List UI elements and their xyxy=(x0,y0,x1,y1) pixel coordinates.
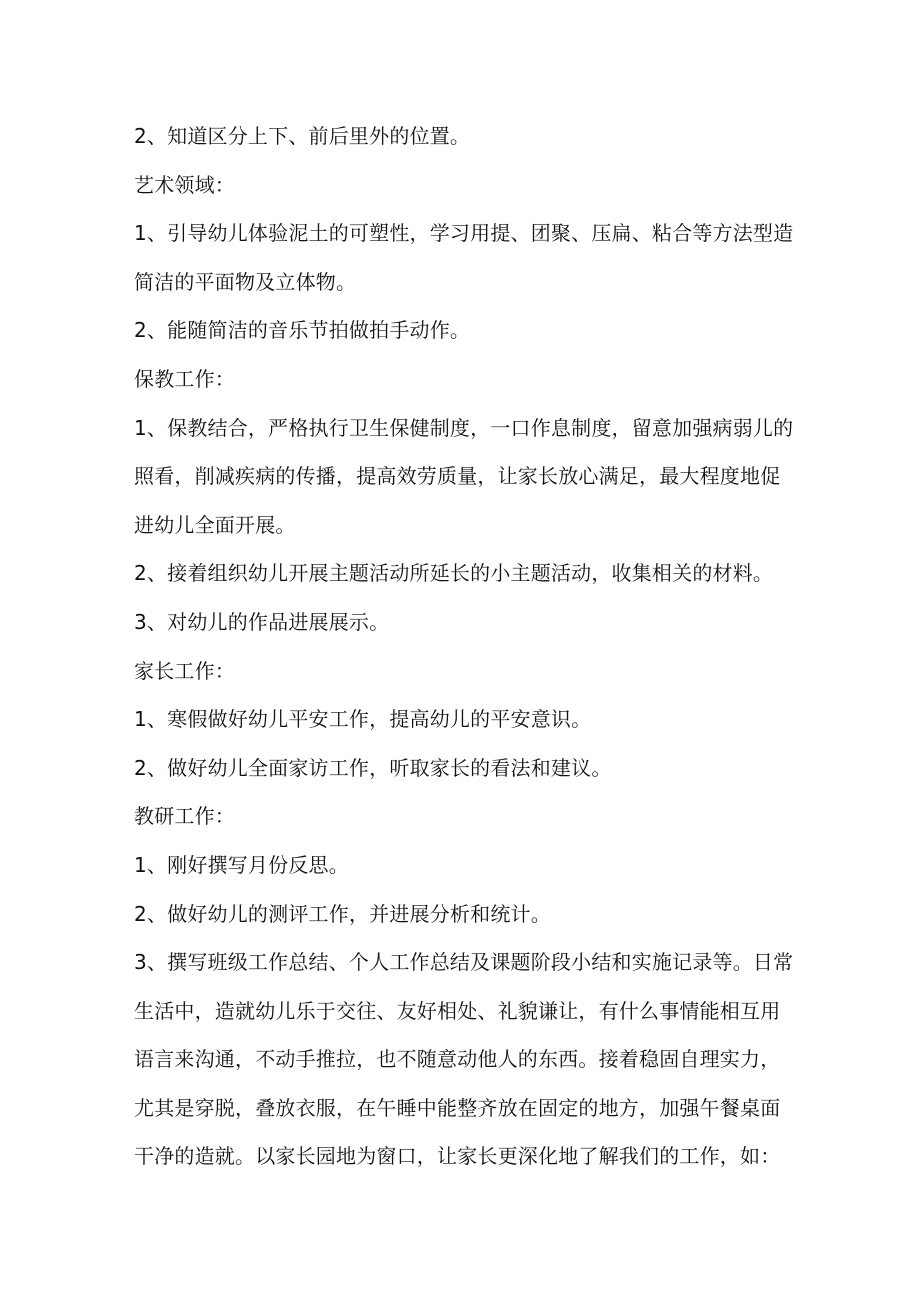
text-line: 2、做好幼儿的测评工作，并进展分析和统计。 xyxy=(134,901,551,926)
text-line: 2、接着组织幼儿开展主题活动所延长的小主题活动，收集相关的材料。 xyxy=(134,561,774,586)
text-line: 尤其是穿脱，叠放衣服，在午睡中能整齐放在固定的地方，加强午餐桌面 xyxy=(134,1095,781,1120)
text-line: 2、能随简洁的音乐节拍做拍手动作。 xyxy=(134,318,471,343)
section-heading-research: 教研工作： xyxy=(134,804,235,829)
text-line: 2、做好幼儿全面家访工作，听取家长的看法和建议。 xyxy=(134,755,612,780)
text-line: 进幼儿全面开展。 xyxy=(134,512,296,537)
text-line: 1、寒假做好幼儿平安工作，提高幼儿的平安意识。 xyxy=(134,707,592,732)
text-line: 1、引导幼儿体验泥土的可塑性，学习用提、团聚、压扁、粘合等方法型造 xyxy=(134,221,794,246)
text-line: 简洁的平面物及立体物。 xyxy=(134,269,357,294)
document-body xyxy=(134,112,794,1181)
text-line: 1、刚好撰写月份反思。 xyxy=(134,852,349,877)
section-heading-care: 保教工作： xyxy=(134,366,235,391)
text-line: 2、知道区分上下、前后里外的位置。 xyxy=(134,124,471,148)
text-line: 干净的造就。以家长园地为窗口，让家长更深化地了解我们的工作，如： xyxy=(134,1144,781,1169)
text-line: 1、保教结合，严格执行卫生保健制度，一口作息制度，留意加强病弱儿的 xyxy=(134,415,794,440)
section-heading-parents: 家长工作： xyxy=(134,658,235,683)
text-line: 3、对幼儿的作品进展展示。 xyxy=(134,609,390,634)
text-line: 照看，削减疾病的传播，提高效劳质量，让家长放心满足，最大程度地促 xyxy=(134,464,781,489)
text-line: 语言来沟通，不动手推拉，也不随意动他人的东西。接着稳固自理实力， xyxy=(134,1047,781,1072)
text-line: 3、撰写班级工作总结、个人工作总结及课题阶段小结和实施记录等。日常 xyxy=(134,950,794,975)
text-line: 生活中，造就幼儿乐于交往、友好相处、礼貌谦让，有什么事情能相互用 xyxy=(134,998,781,1023)
section-heading-art: 艺术领域： xyxy=(134,172,235,197)
